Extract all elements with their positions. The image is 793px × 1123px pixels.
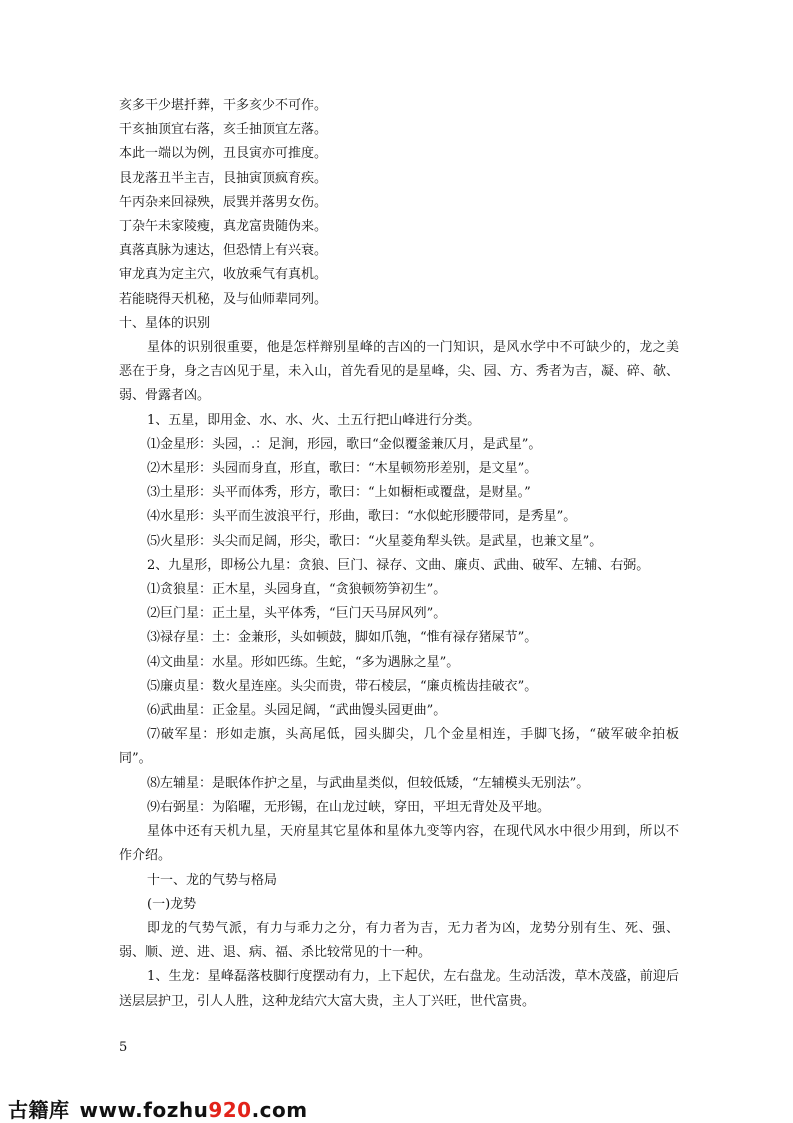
verse-line: 若能晓得天机秘，及与仙师辈同列。	[119, 291, 328, 307]
verse-line: 艮龙落丑半主吉，艮抽寅顶疯育疾。	[119, 170, 328, 186]
site-watermark	[8, 1094, 308, 1123]
paragraph: 1、生龙：星峰磊落枝脚行度摆动有力，上下起伏，左右盘龙。生动活泼，草木茂盛，前迎后送层层护卫，引人人胜，这种龙结穴大富大贵，主人丁兴旺，世代富贵。	[119, 969, 679, 1009]
page-number: 5	[119, 1040, 128, 1055]
list-item: ⑶土星形：头平而体秀，形方，歌曰：“上如橱柜或覆盘，是财星。”	[147, 485, 531, 501]
list-item: ⑸火星形：头尖而足阔，形尖，歌曰：“火星菱角犁头铁。是武星，也兼文星”。	[147, 533, 603, 549]
subsection-heading: 1、五星，即用金、水、水、火、土五行把山峰进行分类。	[147, 412, 481, 428]
paragraph: 星体的识别很重要，他是怎样辩别星峰的吉凶的一门知识，是风水学中不可缺少的，龙之美恶在于身，身之吉凶见于星，未入山，首先看见的是星峰，尖、园、方、秀者为吉，凝、碎、欹、弱、骨露者凶。	[119, 340, 679, 404]
site-name: 古籍库	[8, 1098, 70, 1122]
verse-line: 干亥抽顶宜右落，亥壬抽顶宜左落。	[119, 122, 328, 138]
verse-line: 午丙杂来回禄殃，辰巽并落男女伤。	[119, 194, 328, 210]
paragraph: 星体中还有天机九星，天府星其它星体和星体九变等内容，在现代风水中很少用到，所以不作介绍。	[119, 824, 679, 864]
list-item: ⑵木星形：头园而身直，形直，歌曰：“木星顿笏形差别，是文星”。	[147, 461, 538, 477]
list-item: ⑺破军星：形如走旗，头高尾低，园头脚尖，几个金星相连，手脚飞扬，“破军破伞拍板同”。	[119, 727, 679, 767]
list-item: ⑼右弼星：为陷曜，无形锡，在山龙过峡，穿田，平坦无背处及平地。	[147, 799, 551, 815]
subsection-heading: (一)龙势	[147, 896, 197, 912]
list-item: ⑴贪狼星：正木星，头园身直，“贪狼顿笏笋初生”。	[147, 582, 447, 598]
list-item: ⑻左辅星：是眠体作护之星，与武曲星类似，但较低矮，“左辅模头无别法”。	[147, 775, 590, 791]
verse-line: 真落真脉为速达，但恐情上有兴衰。	[119, 243, 328, 259]
verse-line: 亥多干少堪扦葬，干多亥少不可作。	[119, 98, 328, 113]
subsection-heading: 2、九星形，即杨公九星：贪狼、巨门、禄存、文曲、廉贞、武曲、破军、左辅、右弼。	[147, 557, 650, 573]
verse-line: 审龙真为定主穴，收放乘气有真机。	[119, 267, 328, 283]
list-item: ⑹武曲星：正金星。头园足阔，“武曲馒头园更曲”。	[147, 703, 447, 719]
list-item: ⑶禄存星：土：金兼形，头如顿鼓，脚如爪匏，“惟有禄存猪屎节”。	[147, 630, 538, 646]
verse-line: 本此一端以为例，丑艮寅亦可推度。	[119, 146, 328, 162]
list-item: ⑷水星形：头平而生波浪平行，形曲，歌曰：“水似蛇形腰带同，是秀星”。	[147, 509, 577, 525]
paragraph: 即龙的气势气派，有力与乖力之分，有力者为吉，无力者为凶，龙势分别有生、死、强、弱、顺、逆、进、退、病、福、杀比较常见的十一种。	[119, 920, 679, 961]
list-item: ⑷文曲星：水星。形如匹练。生蛇，“多为遇脉之星”。	[147, 654, 460, 670]
verse-line: 丁杂午未家陵瘦，真龙富贵随伪来。	[119, 219, 328, 235]
list-item: ⑴金星形：头园，.：足涧，形园，歌曰“金似覆釜兼仄月，是武星”。	[147, 436, 542, 452]
document-body	[119, 94, 679, 1014]
list-item: ⑸廉贞星：数火星连座。头尖而贵，带石棱层，“廉贞梳齿挂破衣”。	[147, 678, 538, 694]
site-url-accent: 920	[208, 1098, 252, 1122]
section-heading: 十、星体的识别	[119, 315, 211, 331]
site-url-prefix: www.fozhu	[79, 1098, 209, 1122]
list-item: ⑵巨门星：正土星，头平体秀，“巨门天马屏风列”。	[147, 606, 447, 622]
site-url-suffix: .com	[251, 1098, 308, 1122]
section-heading: 十一、龙的气势与格局	[147, 872, 278, 888]
